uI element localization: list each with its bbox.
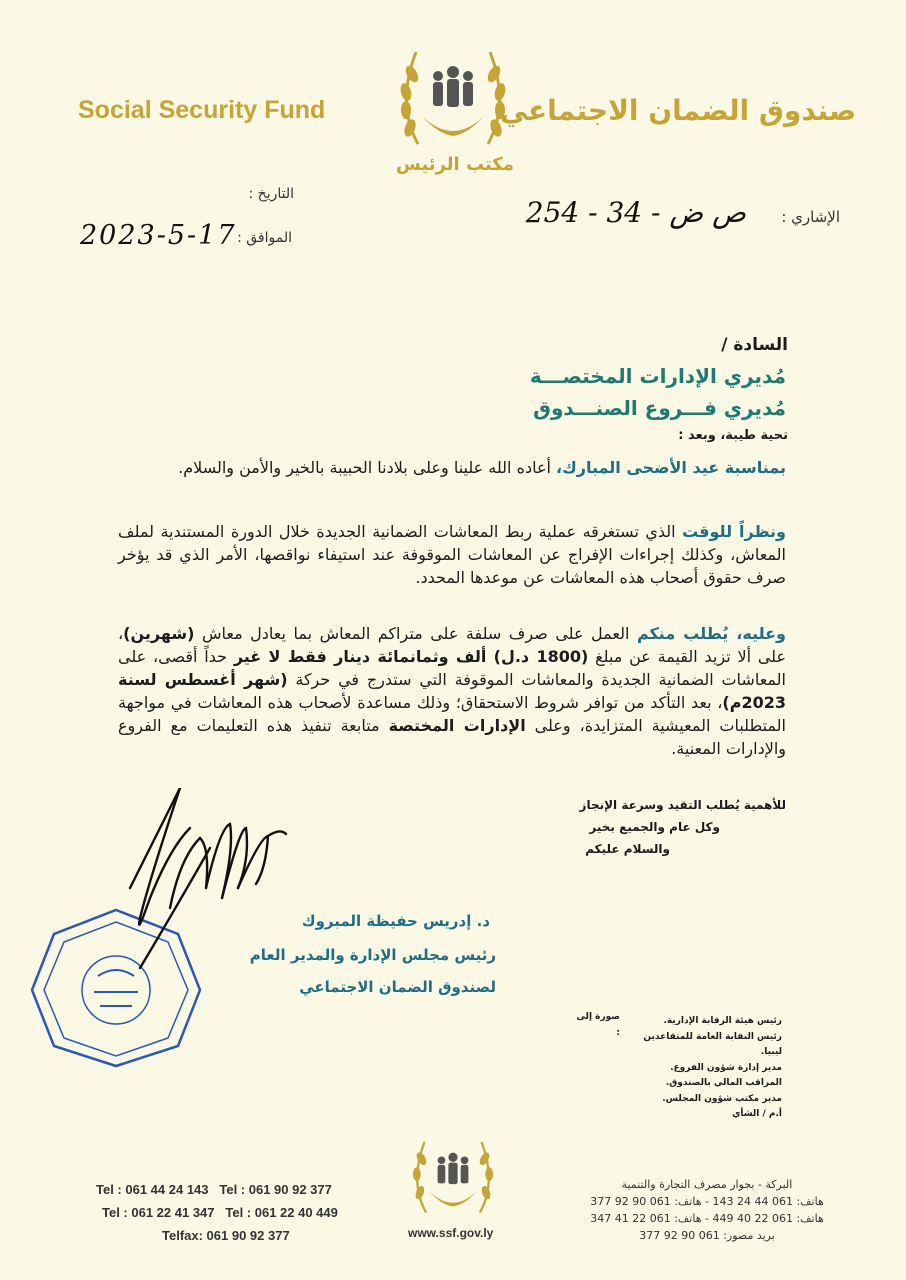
closing-line-3: والسلام عليكم: [585, 842, 670, 856]
fund-logo-icon: [388, 34, 518, 164]
recipient-line-1: مُديري الإدارات المختصـــة: [529, 364, 786, 388]
agree-label: الموافق :: [237, 230, 292, 246]
signatory-name: د. إدريس حفيظة المبروك: [301, 912, 490, 930]
paragraph-3-months: (شهرين): [123, 624, 195, 643]
cc-list: [576, 1012, 782, 1123]
signatory-title: رئيس مجلس الإدارة والمدير العام: [249, 946, 496, 964]
paragraph-3-text-g: ، بعد التأكد من توافر شروط الاستحقاق؛ وذلك مساعدة لأصحاب هذه المعاشات في مواجهة المتطلبات المعيشية المتزايدة، وعلى: [118, 693, 786, 735]
cc-item: مدير إدارة شؤون الفروع.: [670, 1062, 782, 1073]
date-value: 2023-5-17: [80, 220, 237, 251]
cc-item: رئيس هيئة الرقابة الإدارية.: [663, 1016, 782, 1026]
addressee-title: السادة /: [721, 335, 788, 355]
closing-line-2: وكل عام والجميع بخير: [589, 820, 720, 834]
reference-value: ص ض - 34 - 254: [525, 196, 746, 229]
org-name-en: Social Security Fund: [78, 96, 326, 124]
website-link[interactable]: www.ssf.gov.ly: [408, 1226, 494, 1240]
cc-item: رئيس النقابة العامة للمتقاعدين ليبيا.: [643, 1031, 782, 1057]
footer-phones-1: هاتف: 061 44 24 143 - هاتف: 061 90 92 377: [590, 1195, 824, 1208]
footer-address: البركة - بجوار مصرف التجارة والتنمية: [621, 1178, 793, 1191]
fund-logo-footer-icon: [403, 1128, 503, 1228]
date-label: التاريخ :: [248, 186, 294, 202]
cc-item: المراقب المالي بالصندوق.: [665, 1078, 782, 1088]
paragraph-3-text-e: حداً أقصى، على المعاشات الضمانية الجديدة والمعاشات الموقوفة التي ستدرج في حركة: [118, 647, 787, 689]
paragraph-2-text: الذي تستغرقه عملية ربط المعاشات الضمانية الجديدة خلال الدورة المستندية لملف المعاش، وكذلك إجراءات الإفراج عن المعاشات الموقوفة عند استيفاء نواقصها، الأمر الذي قد يؤخر صرف حقوق أصحاب هذه المعاشات عن موعدها المحدد.: [118, 522, 786, 587]
recipient-line-2: مُديري فـــروع الصنـــدوق: [533, 396, 786, 420]
paragraph-3-amount: (1800 د.ل) ألف وثمانمائة دينار فقط لا غير: [233, 647, 589, 666]
footer-contacts-ar: [562, 1176, 852, 1244]
reference-label: الإشاري :: [781, 208, 840, 226]
signatory-org: لصندوق الضمان الاجتماعي: [299, 978, 496, 996]
org-name-ar: صندوق الضمان الاجتماعي: [499, 94, 856, 127]
paragraph-2-highlight: ونظراً للوقت: [682, 522, 787, 541]
paragraph-3-text-c: ، على ألا تزيد القيمة عن مبلغ: [118, 624, 787, 666]
office-label: مكتب الرئيس: [396, 154, 514, 175]
footer-phones-2: هاتف: 061 22 40 449 - هاتف: 061 22 41 347: [590, 1212, 824, 1225]
footer-tel-4: Tel : 061 22 40 449: [225, 1205, 338, 1220]
paragraph-3-highlight: وعليه، يُطلب منكم: [636, 624, 786, 643]
footer-tel-1: Tel : 061 44 24 143: [96, 1182, 209, 1197]
signature-icon: [110, 788, 310, 978]
paragraph-3: [118, 622, 786, 760]
paragraph-3-departments: الإدارات المختصة: [388, 716, 526, 735]
cc-item: أ.م / الشأي: [732, 1109, 782, 1119]
footer-po: بريد مصور: 061 90 92 377: [639, 1229, 775, 1242]
paragraph-1: [118, 456, 786, 479]
footer-telfax: Telfax: 061 90 92 377: [162, 1228, 290, 1243]
greeting: تحية طيبة، وبعد :: [678, 428, 788, 443]
paragraph-2: [118, 520, 786, 589]
cc-label: صورة إلى :: [576, 1012, 620, 1038]
cc-item: مدير مكتب شؤون المجلس.: [662, 1093, 782, 1104]
footer-contacts-en: [96, 1178, 338, 1247]
paragraph-1-text: أعاده الله علينا وعلى بلادنا الحبيبة بالخير والأمن والسلام.: [178, 458, 557, 477]
closing-line-1: للأهمية يُطلب التقيد وسرعة الإنجاز: [579, 798, 786, 812]
paragraph-1-highlight: بمناسبة عيد الأضحى المبارك،: [556, 458, 786, 477]
footer-tel-3: Tel : 061 22 41 347: [102, 1205, 215, 1220]
paragraph-3-text-i: متابعة تنفيذ هذه التعليمات مع الفروع والإدارات المعنية.: [118, 716, 786, 758]
footer-tel-2: Tel : 061 90 92 377: [219, 1182, 332, 1197]
paragraph-3-text-a: العمل على صرف سلفة على متراكم المعاش بما يعادل معاش: [194, 624, 637, 643]
paragraph-3-period: (شهر أغسطس لسنة 2023م): [118, 670, 786, 712]
